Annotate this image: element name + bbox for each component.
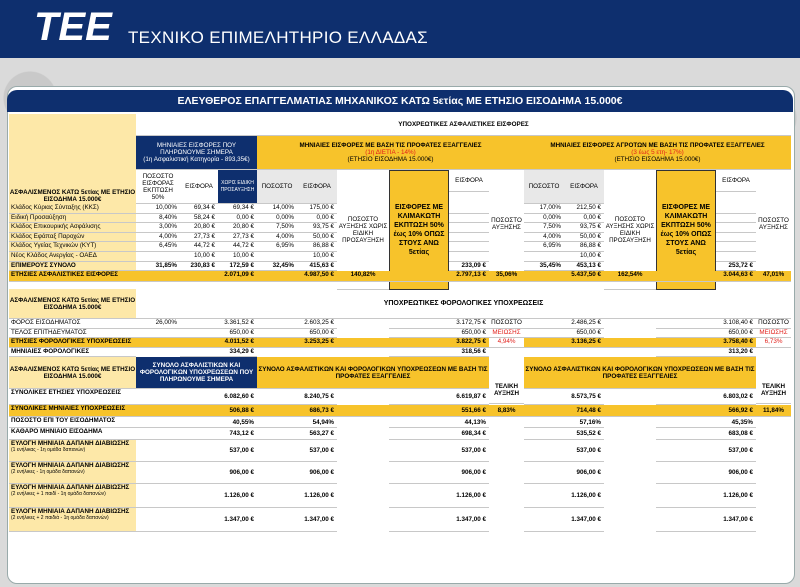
value-cell: 313,20 € <box>656 348 756 358</box>
value-cell: 1.347,00 € <box>656 508 756 532</box>
contribution-cell: 44,72 € <box>180 242 218 252</box>
value-cell: 1.347,00 € <box>257 508 337 532</box>
pct-cell: 4,00% <box>524 233 564 243</box>
pct-cell: 6,95% <box>257 242 297 252</box>
annual-scaled: 2.797,13 € <box>389 271 489 282</box>
col-header-no-surcharge: ΧΩΡΙΣ ΕΙΔΙΚΗ ΠΡΟΣΑΥΞΗΣΗ <box>218 170 257 204</box>
value-cell: 334,29 € <box>180 348 257 358</box>
no-surcharge-cell: 0,00 € <box>218 214 257 224</box>
section-title-tax: ΥΠΟΧΡΕΩΤΙΚΕΣ ΦΟΡΟΛΟΓΙΚΕΣ ΥΠΟΧΡΕΩΣΕΙΣ <box>136 289 791 319</box>
col-header-contribution: ΕΙΣΦΟΡΑ <box>297 170 337 204</box>
pct-cell: 0,00% <box>257 214 297 224</box>
no-surcharge-cell: 27,73 € <box>218 233 257 243</box>
contribution-cell <box>449 204 489 214</box>
contribution-cell: 10,00 € <box>297 252 337 262</box>
contribution-cell: 50,00 € <box>297 233 337 243</box>
contribution-cell <box>716 233 756 243</box>
row-label <box>9 405 136 417</box>
contribution-cell <box>716 242 756 252</box>
value-cell: 6.803,02 € <box>656 389 756 405</box>
annual-farmers: 5.437,50 € <box>524 271 604 282</box>
value-cell: 40,55% <box>136 417 257 428</box>
final-increase: 8,83% <box>489 405 524 417</box>
value-cell: 650,00 € <box>257 329 337 339</box>
summary-header-farmers: ΣΥΝΟΛΟ ΑΣΦΑΛΙΣΤΙΚΩΝ ΚΑΙ ΦΟΡΟΛΟΓΙΚΩΝ ΥΠΟΧΡΕΩΣΕΩΝ ΜΕ ΒΑΣΗ ΤΙΣ ΠΡΟΦΑΤΕΣ ΕΞΑΓΓΕΛΙΕΣ <box>524 357 756 389</box>
value-cell: 54,94% <box>257 417 337 428</box>
page-title: ΕΛΕΥΘΕΡΟΣ ΕΠΑΓΓΕΛΜΑΤΙΑΣ ΜΗΧΑΝΙΚΟΣ ΚΑΤΩ 5ετίας ΜΕ ΕΤΗΣΙΟ ΕΙΣΟΔΗΜΑ 15.000€ <box>7 90 793 112</box>
contribution-cell: 86,88 € <box>564 242 604 252</box>
value-cell: 2.603,25 € <box>257 319 337 329</box>
group-title: ΜΗΝΙΑΙΕΣ ΕΙΣΦΟΡΕΣ ΜΕ ΒΑΣΗ ΤΙΣ ΠΡΟΦΑΤΕΣ ΕΞΑΓΓΕΛΙΕΣ <box>299 142 482 149</box>
row-label: ΦΟΡΟΣ ΕΙΣΟΔΗΜΑΤΟΣ <box>9 319 136 329</box>
value-cell: 45,35% <box>656 417 756 428</box>
group-subtitle-2: (ΕΤΗΣΙΟ ΕΙΣΟΔΗΜΑ 15.000€) <box>347 156 434 163</box>
rate-increase: 47,01% <box>756 271 791 282</box>
annual-scaled: 3.044,63 € <box>656 271 756 282</box>
row-label-note: (2 ενήλικες + 2 παιδιά - 1η ομάδα δαπανών) <box>11 515 109 521</box>
reduction-pct: 6,73% <box>756 338 791 348</box>
col-header-pct-discount: ΠΟΣΟΣΤΟ ΕΙΣΦΟΡΑΣ ΕΚΠΤΩΣΗ 50% <box>136 170 180 204</box>
contribution-cell: 93,75 € <box>564 223 604 233</box>
value-cell: 566,92 € <box>656 405 756 417</box>
row-label-text: ΕΥΛΟΓΗ ΜΗΝΙΑΙΑ ΔΑΠΑΝΗ ΔΙΑΒΙΩΣΗΣ <box>11 440 130 447</box>
value-cell: 1.126,00 € <box>257 484 337 508</box>
final-increase-header: ΤΕΛΙΚΗ ΑΥΞΗΣΗ <box>489 376 524 404</box>
tee-logo <box>34 6 122 46</box>
row-label-text: ΕΥΛΟΓΗ ΜΗΝΙΑΙΑ ΔΑΠΑΝΗ ΔΙΑΒΙΩΣΗΣ <box>11 462 130 469</box>
contribution-cell: 0,00 € <box>297 214 337 224</box>
value-cell: 743,12 € <box>136 428 257 440</box>
value-cell: 537,00 € <box>389 440 489 462</box>
contribution-cell: 93,75 € <box>297 223 337 233</box>
col-header-rate-increase: ΠΟΣΟΣΤΟ ΑΥΞΗΣΗΣ <box>489 170 524 279</box>
value-cell: 1.126,00 € <box>524 484 604 508</box>
reduction-pct: 4,94% <box>489 338 524 348</box>
value-cell: 650,00 € <box>180 329 257 339</box>
col-header-contribution: ΕΙΣΦΟΡΑ <box>564 170 604 204</box>
contribution-cell: 230,83 € <box>180 262 218 272</box>
pct-cell: 7,50% <box>257 223 297 233</box>
contribution-cell <box>449 214 489 224</box>
col-header-pct: ΠΟΣΟΣΤΟ <box>524 170 564 204</box>
scaled-contribution-cell: 233,09 € <box>449 262 489 272</box>
annual-current: 2.071,09 € <box>180 271 257 282</box>
pct-cell: 4,00% <box>136 233 180 243</box>
contribution-cell <box>449 223 489 233</box>
value-cell: 4.011,52 € <box>180 338 257 348</box>
section-label-tax: ΑΣΦΑΛΙΣΜΕΝΟΣ ΚΑΤΩ 5ετίας ΜΕ ΕΤΗΣΙΟ ΕΙΣΟΔΗΜΑ 15.000€ <box>9 289 136 319</box>
value-cell: 1.126,00 € <box>656 484 756 508</box>
value-cell: 318,56 € <box>389 348 489 358</box>
summary-header-current: ΣΥΝΟΛΟ ΑΣΦΑΛΙΣΤΙΚΩΝ ΚΑΙ ΦΟΡΟΛΟΓΙΚΩΝ ΥΠΟΧΡΕΩΣΕΩΝ ΠΟΥ ΠΛΗΡΩΝΟΥΜΕ ΣΗΜΕΡΑ <box>136 357 257 389</box>
group-subtitle-2: (ΕΤΗΣΙΟ ΕΙΣΟΔΗΜΑ 15.000€) <box>614 156 701 163</box>
reduction-label: ΠΟΣΟΣΤΟ <box>489 319 524 329</box>
value-cell: 1.347,00 € <box>524 508 604 532</box>
value-cell: 563,27 € <box>257 428 337 440</box>
reduction-label: ΜΕΙΩΣΗΣ <box>756 329 791 339</box>
value-cell: 3.136,25 € <box>524 338 604 348</box>
contribution-cell: 86,88 € <box>297 242 337 252</box>
value-cell: 683,08 € <box>656 428 756 440</box>
row-label: Κλάδος Κύριας Σύνταξης (ΚΚΣ) <box>9 204 136 214</box>
value-cell: 537,00 € <box>136 440 257 462</box>
group-title: ΜΗΝΙΑΙΕΣ ΕΙΣΦΟΡΕΣ ΠΟΥ ΠΛΗΡΩΝΟΥΜΕ ΣΗΜΕΡΑ <box>156 142 237 156</box>
contribution-cell <box>449 252 489 262</box>
contribution-cell: 10,00 € <box>180 252 218 262</box>
col-header-contribution: ΕΙΣΦΟΡΑ <box>449 170 489 192</box>
row-label <box>9 462 136 484</box>
annual-announced: 4.987,50 € <box>257 271 337 282</box>
value-cell: 650,00 € <box>524 329 604 339</box>
col-header-contribution: ΕΙΣΦΟΡΑ <box>180 170 218 204</box>
no-surcharge-cell: 69,34 € <box>218 204 257 214</box>
col-header-rate-increase: ΠΟΣΟΣΤΟ ΑΥΞΗΣΗΣ <box>756 170 791 279</box>
contribution-cell: 0,00 € <box>564 214 604 224</box>
row-label <box>9 508 136 532</box>
row-label: Νέος Κλάδος Ανεργίας - ΟΑΕΔ <box>9 252 136 262</box>
pct-cell: 6,45% <box>136 242 180 252</box>
site-header <box>0 0 800 58</box>
value-cell: 8.240,75 € <box>257 389 337 405</box>
value-cell: 535,52 € <box>524 428 604 440</box>
row-label <box>9 417 136 428</box>
pct-cell: 17,00% <box>524 204 564 214</box>
contribution-cell: 69,34 € <box>180 204 218 214</box>
row-label-note: (2 ενήλικες - 1η ομάδα δαπανών) <box>11 469 85 475</box>
contribution-cell: 50,00 € <box>564 233 604 243</box>
summary-header-announced: ΣΥΝΟΛΟ ΑΣΦΑΛΙΣΤΙΚΩΝ ΚΑΙ ΦΟΡΟΛΟΓΙΚΩΝ ΥΠΟΧΡΕΩΣΕΩΝ ΜΕ ΒΑΣΗ ΤΙΣ ΠΡΟΦΑΤΕΣ ΕΞΑΓΓΕΛΙΕΣ <box>257 357 489 389</box>
pct-cell <box>136 252 180 262</box>
value-cell: 6.619,87 € <box>389 389 489 405</box>
row-label: ΤΕΛΟΣ ΕΠΙΤΗΔΕΥΜΑΤΟΣ <box>9 329 136 339</box>
value-cell: 906,00 € <box>257 462 337 484</box>
value-cell: 1.347,00 € <box>136 508 257 532</box>
col-header-pct: ΠΟΣΟΣΤΟ <box>257 170 297 204</box>
row-label-text: ΣΥΝΟΛΙΚΕΣ ΜΗΝΙΑΙΕΣ ΥΠΟΧΡΕΩΣΕΙΣ <box>11 405 126 412</box>
contribution-cell <box>716 252 756 262</box>
col-header-pct-increase: ΠΟΣΟΣΤΟ ΑΥΞΗΣΗΣ ΧΩΡΙΣ ΕΙΔΙΚΗ ΠΡΟΣΑΥΞΗΣΗ <box>337 170 389 290</box>
no-surcharge-cell: 20,80 € <box>218 223 257 233</box>
no-surcharge-cell: 10,00 € <box>218 252 257 262</box>
pct-cell: 8,40% <box>136 214 180 224</box>
row-label-note: (2 ενήλικες + 1 παιδί - 1η ομάδα δαπανών) <box>11 491 106 497</box>
section-label-summary: ΑΣΦΑΛΙΣΜΕΝΟΣ ΚΑΤΩ 5ετίας ΜΕ ΕΤΗΣΙΟ ΕΙΣΟΔΗΜΑ 15.000€ <box>9 357 136 389</box>
row-label <box>9 389 136 405</box>
row-label-text: ΚΑΘΑΡΟ ΜΗΝΙΑΙΟ ΕΙΣΟΔΗΜΑ <box>11 428 103 435</box>
value-cell: 537,00 € <box>257 440 337 462</box>
row-label: Κλάδος Επικουρικής Ασφάλισης <box>9 223 136 233</box>
svg-text:ΤΕΕ: ΤΕΕ <box>34 6 112 46</box>
value-cell: 57,16% <box>524 417 604 428</box>
value-cell: 3.822,75 € <box>389 338 489 348</box>
pct-increase: 140,82% <box>337 271 389 282</box>
value-cell: 1.126,00 € <box>136 484 257 508</box>
group-header-current <box>136 136 257 170</box>
value-cell: 6.082,60 € <box>136 389 257 405</box>
no-surcharge-cell: 172,59 € <box>218 262 257 272</box>
pct-cell <box>524 252 564 262</box>
value-cell: 3.361,52 € <box>180 319 257 329</box>
contribution-cell <box>716 223 756 233</box>
pct-cell: 32,45% <box>257 262 297 272</box>
value-cell: 506,88 € <box>136 405 257 417</box>
subtotal-label: ΕΠΙΜΕΡΟΥΣ ΣΥΝΟΛΟ <box>9 262 136 272</box>
tax-annual-label: ΕΤΗΣΙΕΣ ΦΟΡΟΛΟΓΙΚΕΣ ΥΠΟΧΡΕΩΣΕΙΣ <box>9 338 136 348</box>
pct-cell: 3,00% <box>136 223 180 233</box>
col-header-scaled-discount: ΕΙΣΦΟΡΕΣ ΜΕ ΚΛΙΜΑΚΩΤΗ ΕΚΠΤΩΣΗ 50% έως 10% ΟΠΩΣ ΣΤΟΥΣ ΑΝΩ 5ετίας <box>389 170 449 290</box>
value-cell: 906,00 € <box>136 462 257 484</box>
contribution-cell <box>716 214 756 224</box>
group-header-farmers <box>524 136 791 170</box>
value-cell: 698,34 € <box>389 428 489 440</box>
value-cell: 650,00 € <box>389 329 489 339</box>
pct-cell: 35,45% <box>524 262 564 272</box>
group-header-announced <box>257 136 524 170</box>
value-cell: 2.486,25 € <box>524 319 604 329</box>
value-cell: 714,48 € <box>524 405 604 417</box>
row-label-text: ΕΥΛΟΓΗ ΜΗΝΙΑΙΑ ΔΑΠΑΝΗ ΔΙΑΒΙΩΣΗΣ <box>11 484 130 491</box>
final-increase: 11,84% <box>756 405 791 417</box>
row-label-text: ΠΟΣΟΣΤΟ ΕΠΙ ΤΟΥ ΕΙΣΟΔΗΜΑΤΟΣ <box>11 417 116 424</box>
row-label-note: (1 ενήλικας - 1η ομάδα δαπανών) <box>11 447 86 453</box>
organization-name: ΤΕΧΝΙΚΟ ΕΠΙΜΕΛΗΤΗΡΙΟ ΕΛΛΑΔΑΣ <box>128 28 428 47</box>
col-header-contribution: ΕΙΣΦΟΡΑ <box>716 170 756 192</box>
contribution-cell: 415,63 € <box>297 262 337 272</box>
value-cell: 537,00 € <box>656 440 756 462</box>
data-table <box>9 114 791 580</box>
contribution-cell: 20,80 € <box>180 223 218 233</box>
pct-cell: 4,00% <box>257 233 297 243</box>
contribution-cell: 212,50 € <box>564 204 604 214</box>
value-cell: 8.573,75 € <box>524 389 604 405</box>
group-title: ΜΗΝΙΑΙΕΣ ΕΙΣΦΟΡΕΣ ΑΓΡΟΤΩΝ ΜΕ ΒΑΣΗ ΤΙΣ ΠΡΟΦΑΤΕΣ ΕΞΑΓΓΕΛΙΕΣ <box>550 142 765 149</box>
row-label <box>9 484 136 508</box>
section-label-insurance: ΑΣΦΑΛΙΣΜΕΝΟΣ ΚΑΤΩ 5ετίας ΜΕ ΕΤΗΣΙΟ ΕΙΣΟΔΗΜΑ 15.000€ <box>9 114 136 279</box>
contribution-cell: 58,24 € <box>180 214 218 224</box>
value-cell: 44,13% <box>389 417 489 428</box>
value-cell: 1.126,00 € <box>389 484 489 508</box>
value-cell: 906,00 € <box>656 462 756 484</box>
contribution-cell: 175,00 € <box>297 204 337 214</box>
contribution-cell <box>449 233 489 243</box>
col-header-scaled-discount: ΕΙΣΦΟΡΕΣ ΜΕ ΚΛΙΜΑΚΩΤΗ ΕΚΠΤΩΣΗ 50% έως 10% ΟΠΩΣ ΣΤΟΥΣ ΑΝΩ 5ετίας <box>656 170 716 290</box>
rate-increase: 35,06% <box>489 271 524 282</box>
value-cell: 1.347,00 € <box>389 508 489 532</box>
row-label: Κλάδος Εφάπαξ Παροχών <box>9 233 136 243</box>
value-cell: 686,73 € <box>257 405 337 417</box>
row-label: Κλάδος Υγείας Τεχνικών (ΚΥΤ) <box>9 242 136 252</box>
scaled-contribution-cell: 253,72 € <box>716 262 756 272</box>
reduction-label: ΜΕΙΩΣΗΣ <box>489 329 524 339</box>
value-cell: 906,00 € <box>524 462 604 484</box>
col-header-pct-increase: ΠΟΣΟΣΤΟ ΑΥΞΗΣΗΣ ΧΩΡΙΣ ΕΙΔΙΚΗ ΠΡΟΣΑΥΞΗΣΗ <box>604 170 656 290</box>
row-label-text: ΣΥΝΟΛΙΚΕΣ ΕΤΗΣΙΕΣ ΥΠΟΧΡΕΩΣΕΙΣ <box>11 389 122 396</box>
pct-cell <box>136 329 180 339</box>
pct-cell: 6,95% <box>524 242 564 252</box>
annual-label: ΕΤΗΣΙΕΣ ΑΣΦΑΛΙΣΤΙΚΕΣ ΕΙΣΦΟΡΕΣ <box>9 271 136 282</box>
group-subtitle: (1η Ασφαλιστική Κατηγορία - 893,35€) <box>143 156 250 163</box>
final-increase-header: ΤΕΛΙΚΗ ΑΥΞΗΣΗ <box>756 376 791 404</box>
contribution-cell: 27,73 € <box>180 233 218 243</box>
value-cell: 3.108,40 € <box>656 319 756 329</box>
value-cell: 3.758,40 € <box>656 338 756 348</box>
group-subtitle: (1η ΔΙΕΤΙΑ - 14%) <box>365 149 416 156</box>
pct-cell: 0,00% <box>524 214 564 224</box>
row-label: Ειδική Προσαύξηση <box>9 214 136 224</box>
group-subtitle: (3 έως 5 ετη- 17%) <box>631 149 684 156</box>
tax-monthly-label: ΜΗΝΙΑΙΕΣ ΦΟΡΟΛΟΓΙΚΕΣ <box>9 348 136 358</box>
value-cell: 906,00 € <box>389 462 489 484</box>
contribution-cell <box>716 204 756 214</box>
value-cell: 3.253,25 € <box>257 338 337 348</box>
contribution-cell <box>449 242 489 252</box>
pct-cell: 14,00% <box>257 204 297 214</box>
pct-cell <box>257 252 297 262</box>
value-cell: 537,00 € <box>524 440 604 462</box>
row-label <box>9 428 136 440</box>
pct-cell: 26,00% <box>136 319 180 329</box>
value-cell: 3.172,75 € <box>389 319 489 329</box>
section-title-insurance: ΥΠΟΧΡΕΩΤΙΚΕΣ ΑΣΦΑΛΙΣΤΙΚΕΣ ΕΙΣΦΟΡΕΣ <box>136 114 791 136</box>
contribution-cell: 10,00 € <box>564 252 604 262</box>
pct-cell: 10,00% <box>136 204 180 214</box>
contribution-cell: 453,13 € <box>564 262 604 272</box>
reduction-label: ΠΟΣΟΣΤΟ <box>756 319 791 329</box>
row-label <box>9 440 136 462</box>
value-cell: 650,00 € <box>656 329 756 339</box>
pct-increase: 162,54% <box>604 271 656 282</box>
pct-cell: 7,50% <box>524 223 564 233</box>
no-surcharge-cell: 44,72 € <box>218 242 257 252</box>
pct-cell: 31,85% <box>136 262 180 272</box>
value-cell: 551,66 € <box>389 405 489 417</box>
row-label-text: ΕΥΛΟΓΗ ΜΗΝΙΑΙΑ ΔΑΠΑΝΗ ΔΙΑΒΙΩΣΗΣ <box>11 508 130 515</box>
